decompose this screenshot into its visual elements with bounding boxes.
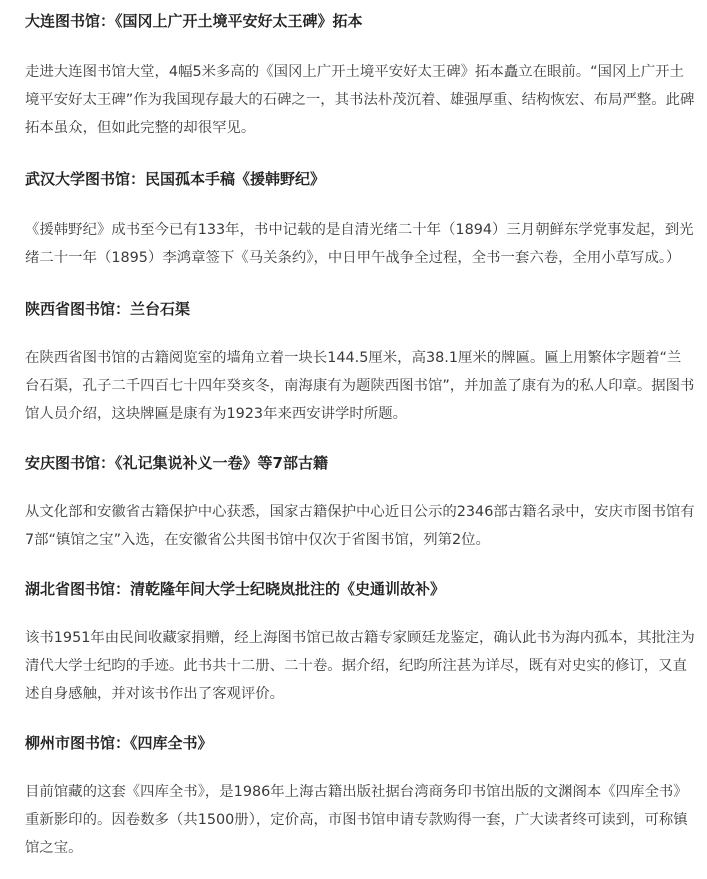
section-wuhan-university-library [25,142,695,272]
section-paragraph: 目前馆藏的这套《四库全书》，是1986年上海古籍出版社据台湾商务印书馆出版的文渊阁本《四库全书》重新影印的。因卷数多（共1500册），定价高，市图书馆申请专款购得一套，广大读者终可读到，可称镇馆之宝。 [25,784,688,856]
section-hubei-library [25,554,695,708]
section-dalian-library [25,0,695,142]
section-title: 湖北省图书馆：清乾隆年间大学士纪晓岚批注的《史通训故补》 [25,580,446,598]
section-paragraph: 走进大连图书馆大堂，4幅5米多高的《国冈上广开土境平安好太王碑》拓本矗立在眼前。“国冈上广开土境平安好太王碑”作为我国现存最大的石碑之一，其书法朴茂沉着、雄强厚重、结构恢宏、布局严整。此碑拓本虽众，但如此完整的却很罕见。 [25,64,695,136]
section-paragraph: 《援韩野纪》成书至今已有133年，书中记载的是自清光绪二十年（1894）三月朝鲜东学党事发起，到光绪二十一年（1895）李鸿章签下《马关条约》，中日甲午战争全过程，全书一套六卷，全用小草写成。） [25,222,694,266]
section-title: 陕西省图书馆：兰台石渠 [25,300,191,318]
section-title: 武汉大学图书馆：民国孤本手稿《援韩野纪》 [25,170,326,188]
section-title: 大连图书馆：《国冈上广开土境平安好太王碑》拓本 [25,12,363,30]
section-paragraph: 在陕西省图书馆的古籍阅览室的墙角立着一块长144.5厘米，高38.1厘米的牌匾。匾上用繁体字题着“兰台石渠，孔子二千四百七十四年癸亥冬，南海康有为题陕西图书馆”，并加盖了康有为的私人印章。据图书馆人员介绍，这块牌匾是康有为1923年来西安讲学时所题。 [25,350,695,422]
section-anqing-library [25,428,695,554]
section-paragraph: 该书1951年由民间收藏家捐赠，经上海图书馆已故古籍专家顾廷龙鉴定，确认此书为海内孤本，其批注为清代大学士纪昀的手迹。此书共十二册、二十卷。据介绍，纪昀所注甚为详尽，既有对史实的修订，又直述自身感触，并对该书作出了客观评价。 [25,630,695,702]
section-title: 安庆图书馆：《礼记集说补义一卷》等7部古籍 [25,454,328,472]
section-shaanxi-library [25,272,695,428]
section-paragraph: 从文化部和安徽省古籍保护中心获悉，国家古籍保护中心近日公示的2346部古籍名录中，安庆市图书馆有7部“镇馆之宝”入选，在安徽省公共图书馆中仅次于省图书馆，列第2位。 [25,504,695,548]
section-liuzhou-library [25,708,695,862]
section-title: 柳州市图书馆：《四库全书》 [25,734,213,752]
